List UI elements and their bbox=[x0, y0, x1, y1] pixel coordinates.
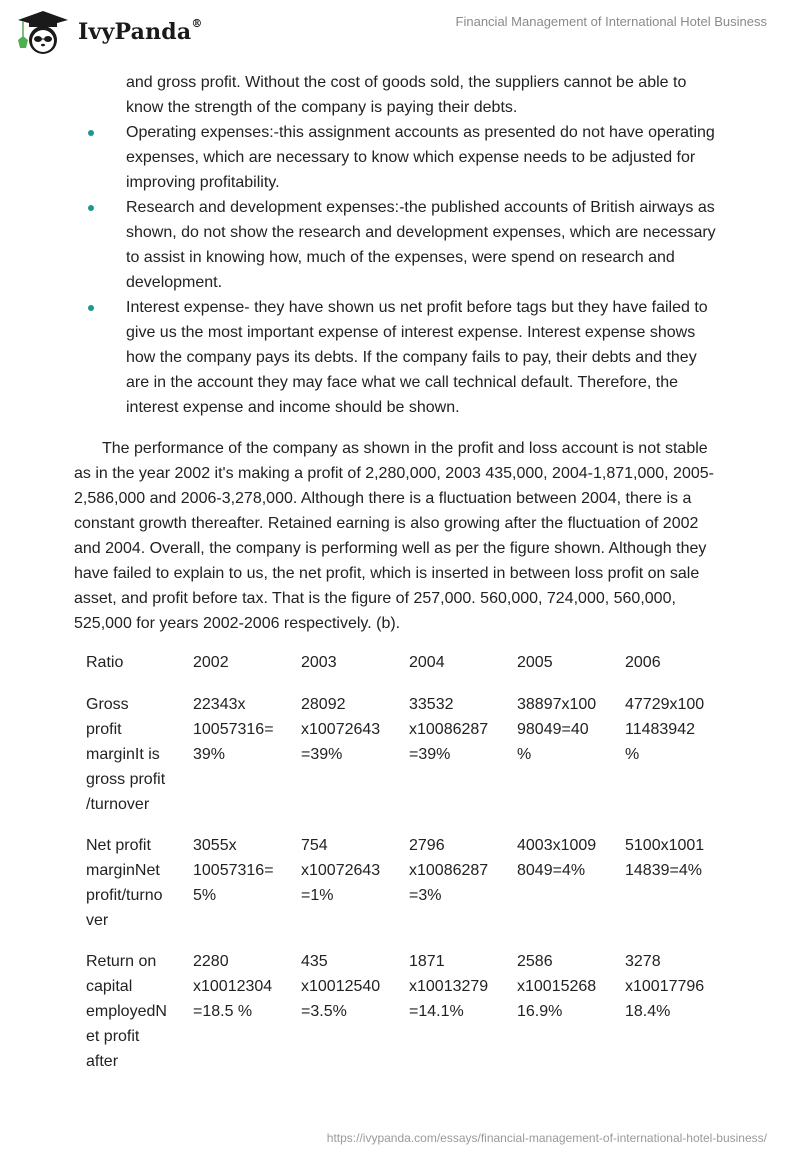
table-cell: 435 x10012540 =3.5% bbox=[301, 953, 381, 1020]
ivypanda-logo[interactable] bbox=[14, 8, 203, 56]
table-cell: 33532 x10086287 =39% bbox=[409, 696, 489, 763]
header-cell: 2006 bbox=[625, 654, 661, 671]
table-row bbox=[74, 833, 721, 949]
list-item-continuation: and gross profit. Without the cost of goods sold, the suppliers cannot be able to know the strength of the company is paying their debts. bbox=[126, 74, 687, 116]
table-cell: 47729x100 11483942 % bbox=[625, 696, 705, 763]
table-cell: 22343x 10057316= 39% bbox=[193, 696, 274, 763]
table-cell: 2586 x10015268 16.9% bbox=[517, 953, 597, 1020]
performance-paragraph: The performance of the company as shown in the profit and loss account is not stable as in the year 2002 it's making a profit of 2,280,000, 2003 435,000, 2004-1,871,000, 2005-2,586,000 and 2006-3,278,000. Although there is a fluctuation between 2004, there is a constant growth thereafter. Retained earning is also growing after the fluctuation of 2002 and 2004. Overall, the company is performing well as per the figure shown. Although they have failed to explain to us, the net profit, which is inserted in between loss profit on sale asset, and profit before tax. That is the figure of 257,000. 560,000, 724,000, 560,000, 525,000 for years 2002-2006 respectively. (b). bbox=[74, 440, 714, 632]
table-cell: 754 x10072643 =1% bbox=[301, 837, 381, 904]
table-row bbox=[74, 949, 721, 1090]
bullet-icon bbox=[88, 130, 94, 136]
table-cell: 3055x 10057316= 5% bbox=[193, 837, 274, 904]
source-url-link[interactable]: https://ivypanda.com/essays/financial-management-of-international-hotel-business/ bbox=[326, 1131, 767, 1145]
table-cell: 2280 x10012304 =18.5 % bbox=[193, 953, 273, 1020]
header-cell: 2005 bbox=[517, 654, 553, 671]
ratio-label: Gross profit marginIt is gross profit /turnover bbox=[86, 696, 166, 813]
header-cell: 2004 bbox=[409, 654, 445, 671]
table-cell: 4003x1009 8049=4% bbox=[517, 837, 597, 879]
ratio-table bbox=[74, 650, 721, 1090]
table-cell: 28092 x10072643 =39% bbox=[301, 696, 381, 763]
table-row bbox=[74, 692, 721, 833]
brand-name: IvyPanda® bbox=[78, 17, 203, 45]
header-cell: Ratio bbox=[86, 654, 124, 671]
document-title: Financial Management of International Hotel Business bbox=[455, 14, 767, 29]
list-item: Operating expenses:-this assignment accounts as presented do not have operating expenses, which are necessary to know which expense needs to be adjusted for improving profitability. bbox=[74, 120, 724, 195]
bullet-icon bbox=[88, 305, 94, 311]
table-cell: 38897x100 98049=40 % bbox=[517, 696, 597, 763]
table-cell: 3278 x10017796 18.4% bbox=[625, 953, 705, 1020]
table-header-row bbox=[74, 650, 721, 692]
header-cell: 2003 bbox=[301, 654, 337, 671]
ratio-label: Net profit marginNet profit/turno ver bbox=[86, 837, 163, 929]
ratio-label: Return on capital employedN et profit after bbox=[86, 953, 167, 1070]
header-cell: 2002 bbox=[193, 654, 229, 671]
article-body bbox=[74, 70, 724, 652]
bullet-icon bbox=[88, 205, 94, 211]
list-item: Interest expense- they have shown us net profit before tags but they have failed to give us the most important expense of interest expense. Interest expense shows how the company pays its debts. If the company fails to pay, their debts and they are in the account they may face what we call technical default. Therefore, the interest expense and income should be shown. bbox=[74, 295, 724, 420]
table-cell: 2796 x10086287 =3% bbox=[409, 837, 489, 904]
page-header bbox=[0, 0, 800, 60]
list-item: Research and development expenses:-the published accounts of British airways as shown, do not show the research and development expenses, which are necessary to assist in knowing how, much of the expenses, were spend on research and development. bbox=[74, 195, 724, 295]
bullet-list bbox=[74, 70, 724, 420]
panda-graduate-icon bbox=[14, 8, 72, 56]
table-cell: 1871 x10013279 =14.1% bbox=[409, 953, 489, 1020]
table-cell: 5100x1001 14839=4% bbox=[625, 837, 705, 879]
